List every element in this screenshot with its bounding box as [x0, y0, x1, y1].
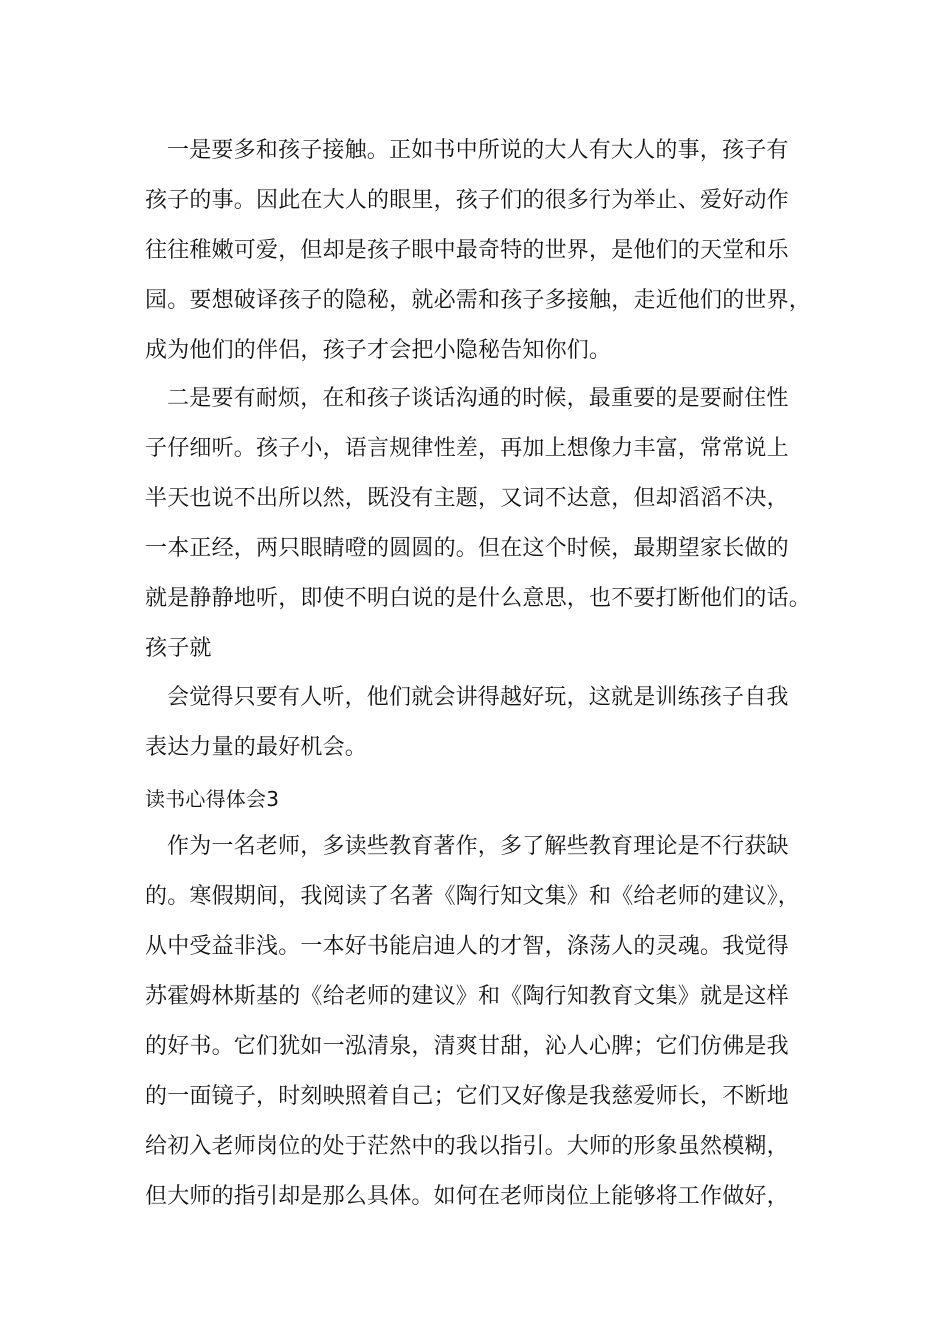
- paragraph-line: 一本正经，两只眼睛噔的圆圆的。但在这个时候，最期望家长做的: [145, 536, 789, 561]
- paragraph-line: 表达力量的最好机会。: [145, 735, 368, 760]
- paragraph-line: 的。寒假期间，我阅读了名著《陶行知文集》和《给老师的建议》，: [145, 884, 801, 909]
- paragraph-line: 会觉得只要有人听，他们就会讲得越好玩，这就是训练孩子自我: [167, 685, 789, 710]
- paragraph-line: 子仔细听。孩子小，语言规律性差，再加上想像力丰富，常常说上: [145, 436, 789, 461]
- paragraph-line: 从中受益非浅。一本好书能启迪人的才智，涤荡人的灵魂。我觉得: [145, 934, 789, 959]
- paragraph-line: 二是要有耐烦，在和孩子谈话沟通的时候，最重要的是要耐住性: [167, 386, 789, 411]
- paragraph-line: 成为他们的伴侣，孩子才会把小隐秘告知你们。: [145, 338, 612, 363]
- paragraph-line: 给初入老师岗位的处于茫然中的我以指引。大师的形象虽然模糊，: [145, 1134, 789, 1159]
- paragraph-line: 园。要想破译孩子的隐秘，就必需和孩子多接触，走近他们的世界，: [145, 288, 812, 313]
- paragraph-line: 半天也说不出所以然，既没有主题，又词不达意，但却滔滔不决，: [145, 486, 789, 511]
- paragraph-line: 往往稚嫩可爱，但却是孩子眼中最奇特的世界，是他们的天堂和乐: [145, 238, 789, 263]
- paragraph-line: 孩子就: [145, 636, 212, 661]
- paragraph-line: 但大师的指引却是那么具体。如何在老师岗位上能够将工作做好，: [145, 1184, 789, 1209]
- paragraph-line: 的一面镜子，时刻映照着自己；它们又好像是我慈爱师长，不断地: [145, 1084, 789, 1109]
- paragraph-line: 孩子的事。因此在大人的眼里，孩子们的很多行为举止、爱好动作: [145, 188, 789, 213]
- paragraph-line: 一是要多和孩子接触。正如书中所说的大人有大人的事，孩子有: [167, 138, 789, 163]
- paragraph-line: 就是静静地听，即使不明白说的是什么意思，也不要打断他们的话。: [145, 586, 812, 611]
- paragraph-line: 的好书。它们犹如一泓清泉，清爽甘甜，沁人心脾；它们仿佛是我: [145, 1034, 789, 1059]
- section-heading: 读书心得体会3: [145, 787, 280, 811]
- paragraph-line: 苏霍姆林斯基的《给老师的建议》和《陶行知教育文集》就是这样: [145, 984, 789, 1009]
- paragraph-line: 作为一名老师，多读些教育著作，多了解些教育理论是不行获缺: [167, 834, 789, 859]
